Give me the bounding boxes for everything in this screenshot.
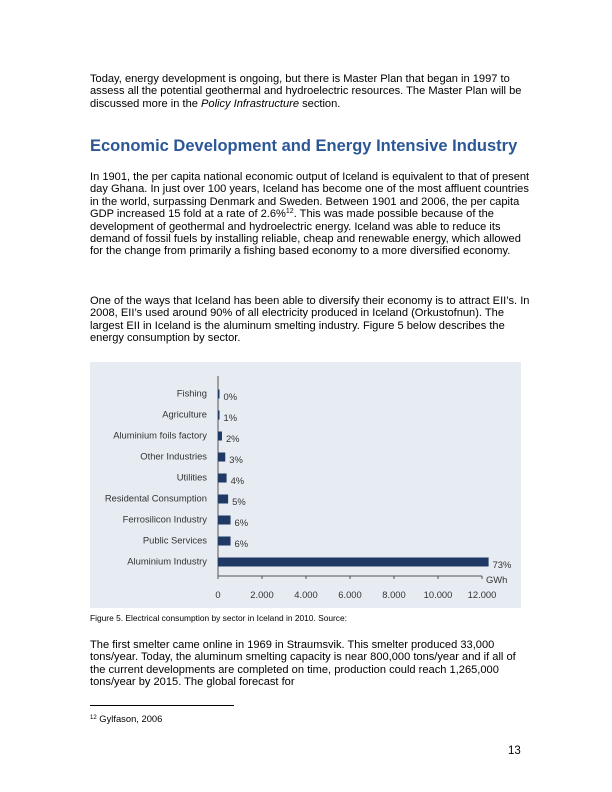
category-label: Agriculture — [162, 408, 207, 420]
bar — [218, 516, 231, 525]
category-label: Fishing — [176, 387, 207, 399]
category-label: Aluminium foils factory — [113, 429, 207, 441]
eii-paragraph: One of the ways that Iceland has been able to diversify their economy is to attract EII’s. In 2008, EII’s used around 90% of all electricity produced in Iceland (Orkustofnun). The largest EII in Iceland is the aluminum smelting industry. Figure 5 below describes the energy consumption by sector. — [90, 295, 530, 345]
bar-chart-svg — [90, 362, 521, 608]
tick-label: 8.000 — [382, 589, 406, 600]
bar — [218, 390, 220, 399]
tick-label: 0 — [215, 589, 221, 600]
category-label: Public Services — [142, 534, 207, 546]
bar — [218, 432, 222, 441]
intro-text: Today, energy development is ongoing, but there is Master Plan that began in 1997 to assess all the potential geothermal and hydroelectric resources. The Master Plan will be discussed more in the — [90, 73, 522, 110]
economic-text-end: . This was made possible because of the development of geothermal and hydroelectric energy. Iceland was able to reduce its demand of fossil fuels by installing reliable, cheap and renewable energy, which allowed for the change from primarily a fishing based economy to a more diversified economy. — [90, 208, 521, 258]
footnote-text: Gylfason, 2006 — [96, 713, 163, 724]
section-heading: Economic Development and Energy Intensive Industry — [90, 137, 518, 155]
category-label: Aluminium Industry — [127, 555, 207, 567]
bar — [218, 453, 225, 462]
footnote-ref: 12 — [285, 208, 294, 216]
data-label: 3% — [229, 454, 243, 465]
data-label: 1% — [223, 412, 238, 423]
policy-infrastructure-ref: Policy Infrastructure — [201, 97, 300, 110]
tick-label: 4.000 — [294, 589, 318, 600]
bar — [218, 474, 227, 483]
tick-label: 6.000 — [338, 589, 362, 600]
tick-label: 12.000 — [467, 589, 497, 600]
category-label: Other Industries — [140, 450, 207, 462]
data-label: 4% — [230, 475, 245, 486]
bar — [218, 558, 489, 567]
data-label: 6% — [234, 538, 249, 549]
economic-paragraph — [90, 171, 530, 258]
bar — [218, 411, 220, 420]
x-axis-unit-label: GWh — [486, 574, 508, 585]
category-label: Ferrosilicon Industry — [122, 513, 207, 525]
footnote-divider — [90, 705, 234, 706]
tick-label: 2.000 — [250, 589, 274, 600]
bar — [218, 537, 231, 546]
data-label: 2% — [225, 433, 240, 444]
tick-label: 10.000 — [423, 589, 453, 600]
intro-paragraph — [90, 73, 530, 110]
footnote-number: 12 — [90, 715, 97, 721]
data-label: 5% — [232, 496, 246, 507]
data-label: 0% — [223, 391, 238, 402]
category-label: Utilities — [176, 471, 207, 483]
category-label: Residental Consumption — [104, 492, 207, 504]
bar — [218, 495, 228, 504]
energy-consumption-chart — [90, 362, 521, 608]
intro-end: section. — [299, 97, 341, 110]
data-label: 6% — [234, 517, 249, 528]
footnote — [90, 713, 162, 724]
page-number: 13 — [508, 745, 521, 757]
smelter-paragraph: The first smelter came online in 1969 in Straumsvik. This smelter produced 33,000 tons/year. Today, the aluminum smelting capacity is near 800,000 tons/year and if all of the current developments are completed on time, production could reach 1,265,000 tons/year by 2015. The global forecast for — [90, 639, 516, 689]
figure-caption: Figure 5. Electrical consumption by sector in Iceland in 2010. Source: — [90, 613, 347, 623]
data-label: 73% — [492, 559, 512, 570]
economic-text-start: In 1901, the per capita national economic output of Iceland is equivalent to that of present day Ghana. In just over 100 years, Iceland has become one of the most affluent countries in the world, surpassing Denmark and Sweden. Between 1901 and 2006, the per capita GDP increased 15 fold at a rate of 2.6% — [90, 171, 530, 221]
